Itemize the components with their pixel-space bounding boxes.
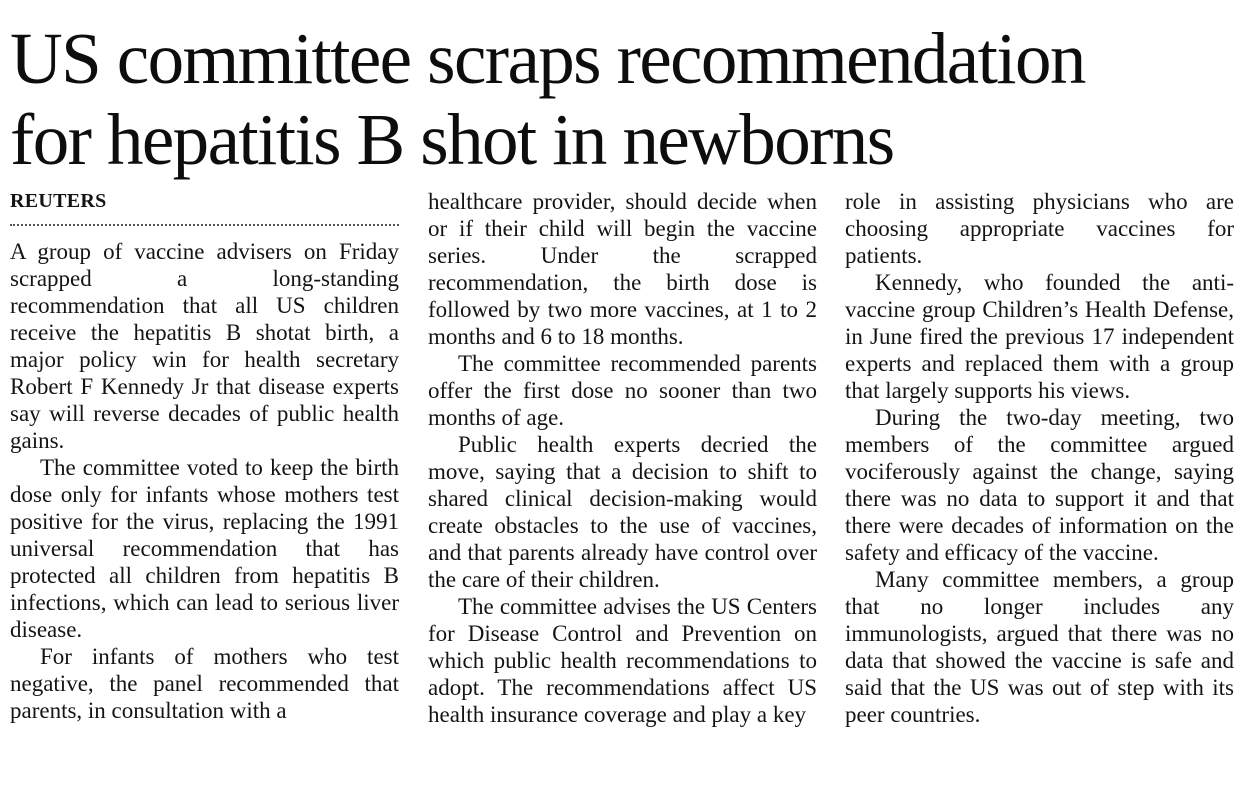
paragraph: The committee advises the US Centers for Disease Control and Prevention on which public health recommendations to adopt. The recommendations affect US health insurance coverage and play a key bbox=[428, 594, 817, 727]
headline-line-1: US committee scraps recommendation bbox=[10, 18, 1085, 99]
column-3 bbox=[845, 188, 1234, 728]
paragraph: The committee recommended parents offer the first dose no sooner than two months of age. bbox=[428, 351, 817, 430]
paragraph: Public health experts decried the move, saying that a decision to shift to shared clinical decision-making would create obstacles to the use of vaccines, and that parents already have control over the care of their children. bbox=[428, 432, 817, 592]
paragraph: During the two-day meeting, two members of the committee argued vociferously against the change, saying there was no data to support it and that there were decades of information on the safety and efficacy of the vaccine. bbox=[845, 405, 1234, 565]
headline-line-2: for hepatitis B shot in newborns bbox=[10, 99, 894, 180]
byline: REUTERS bbox=[10, 188, 399, 226]
paragraph: healthcare provider, should decide when or if their child will begin the vaccine series. Under the scrapped recommendation, the birth dose is followed by two more vaccines, at 1 to 2 months and 6 to 18 months. bbox=[428, 189, 817, 349]
paragraph: For infants of mothers who test negative, the panel recommended that parents, in consultation with a bbox=[10, 644, 399, 723]
paragraph: The committee voted to keep the birth dose only for infants whose mothers test positive for the virus, replacing the 1991 universal recommendation that has protected all children from hepatitis B infections, which can lead to serious liver disease. bbox=[10, 455, 399, 642]
column-1 bbox=[10, 188, 399, 724]
paragraph: role in assisting physicians who are choosing appropriate vaccines for patients. bbox=[845, 189, 1234, 268]
paragraph: A group of vaccine advisers on Friday scrapped a long-standing recommendation that all US children receive the hepatitis B shotat birth, a major policy win for health secretary Robert F Kennedy Jr that disease experts say will reverse decades of public health gains. bbox=[10, 239, 399, 453]
column-2 bbox=[428, 188, 817, 728]
headline bbox=[10, 18, 1238, 180]
paragraph: Many committee members, a group that no longer includes any immunologists, argued that there was no data that showed the vaccine is safe and said that the US was out of step with its peer countries. bbox=[845, 567, 1234, 727]
paragraph: Kennedy, who founded the anti-vaccine group Children’s Health Defense, in June fired the previous 17 independent experts and replaced them with a group that largely supports his views. bbox=[845, 270, 1234, 403]
